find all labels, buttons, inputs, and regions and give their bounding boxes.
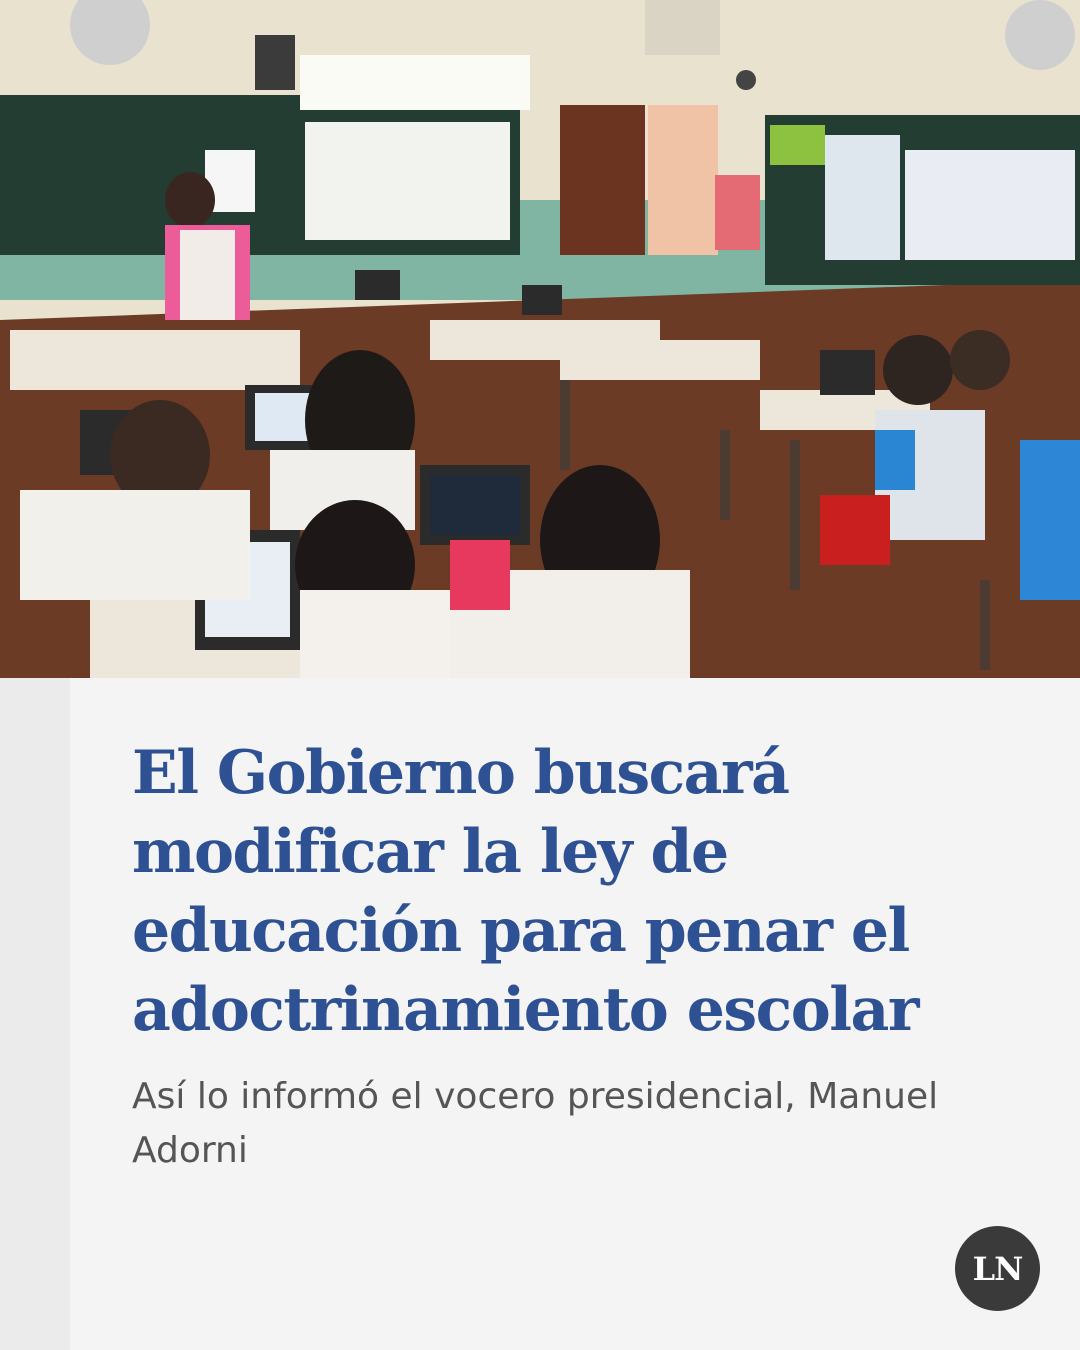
table-poster [905,150,1075,260]
subheadline: Así lo informó el vocero presidencial, Manuel Adorni [132,1076,939,1171]
door [560,105,645,255]
fan-right [1005,0,1075,70]
headline: El Gobierno buscará modificar la ley de educación para penar el adoctrinamiento escolar [132,738,918,1045]
brand-logo [955,1226,1040,1311]
logo-text: LN [972,1249,1023,1288]
map-poster [825,135,900,260]
